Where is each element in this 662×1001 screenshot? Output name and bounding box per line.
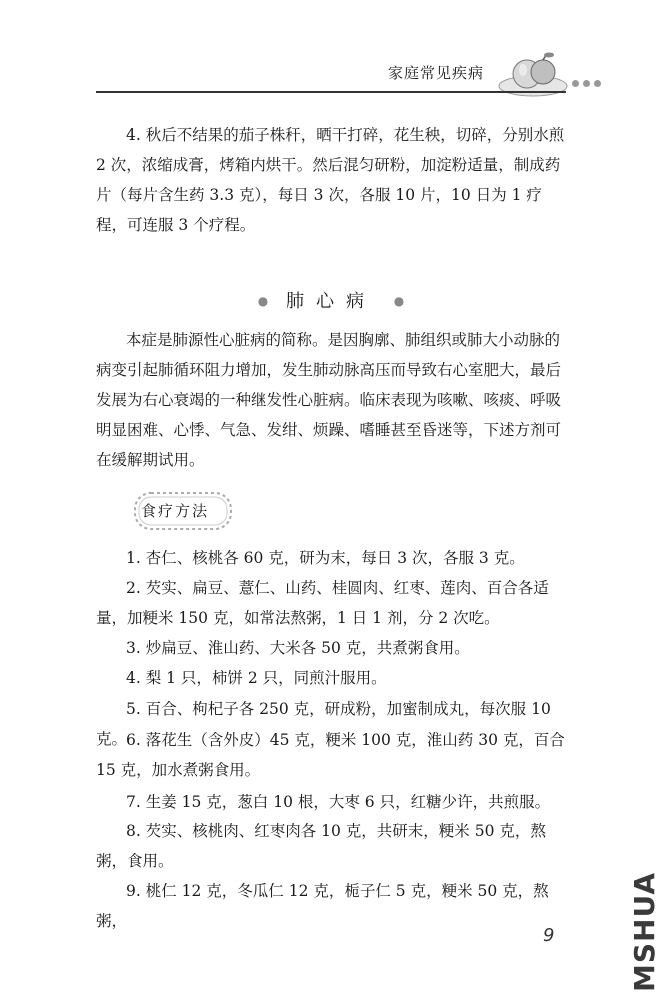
recipe-item: 2. 芡实、扁豆、薏仁、山药、桂圆肉、红枣、莲肉、百合各适量，加粳米 150 克，如常法熬粥，1 日 1 剂，分 2 次吃。 — [96, 579, 549, 627]
recipe-item: 1. 杏仁、核桃各 60 克，研为末，每日 3 次，各服 3 克。 — [126, 549, 525, 567]
method-label: 食疗方法 — [141, 502, 210, 520]
header-dots — [572, 72, 608, 82]
watermark-text: MSHUA — [628, 871, 661, 992]
recipe-item: 8. 芡实、核桃肉、红枣肉各 10 克，共研末，粳米 50 克，熬粥，食用。 — [96, 822, 546, 870]
paragraph-intro-item — [96, 120, 571, 240]
right-bullet: ● — [393, 294, 405, 308]
section-description-text: 本症是肺源性心脏病的简称。是因胸廓、肺组织或肺大小动脉的病变引起肺循环阻力增加，发生肺动脉高压而导致右心室肥大，最后发展为右心衰竭的一种继发性心脏病。临床表现为咳嗽、咳痰、呼吸明显困难、心悸、气急、发绀、烦躁、嗜睡甚至昏迷等，下述方剂可在缓解期试用。 — [96, 331, 562, 469]
intro-item-text: 4. 秋后不结果的茄子株秆，晒干打碎，花生秧，切碎，分别水煎 2 次，浓缩成膏，烤箱内烘干。然后混匀研粉，加淀粉适量，制成药片（每片含生药 3.3 克），每日 3 次，各服 10 片，10 日为 1 疗程，可连服 3 个疗程。 — [96, 126, 565, 234]
section-description — [96, 325, 571, 475]
header-rule — [96, 91, 566, 93]
recipe-item: 3. 炒扁豆、淮山药、大米各 50 克，共煮粥食用。 — [126, 639, 470, 657]
recipe-item: 5. 百合、枸杞子各 250 克，研成粉，加蜜制成丸，每次服 10 克。 — [96, 700, 551, 748]
running-header: 家庭常见疾病 — [388, 64, 485, 82]
recipe-item: 9. 桃仁 12 克，冬瓜仁 12 克，栀子仁 5 克，粳米 50 克，熬粥， — [96, 882, 549, 930]
page-number: 9 — [543, 925, 555, 946]
recipe-item: 6. 落花生（含外皮）45 克，粳米 100 克，淮山药 30 克，百合 15 克，加水煮粥食用。 — [96, 731, 565, 779]
recipe-item: 7. 生姜 15 克，葱白 10 根，大枣 6 只，红糖少许，共煎服。 — [126, 793, 551, 811]
left-bullet: ● — [257, 294, 269, 308]
watermark — [624, 870, 662, 995]
section-heading — [0, 287, 662, 313]
section-title: 肺心病 — [286, 291, 376, 312]
recipe-item: 4. 梨 1 只，柿饼 2 只，同煎汁服用。 — [126, 669, 387, 687]
